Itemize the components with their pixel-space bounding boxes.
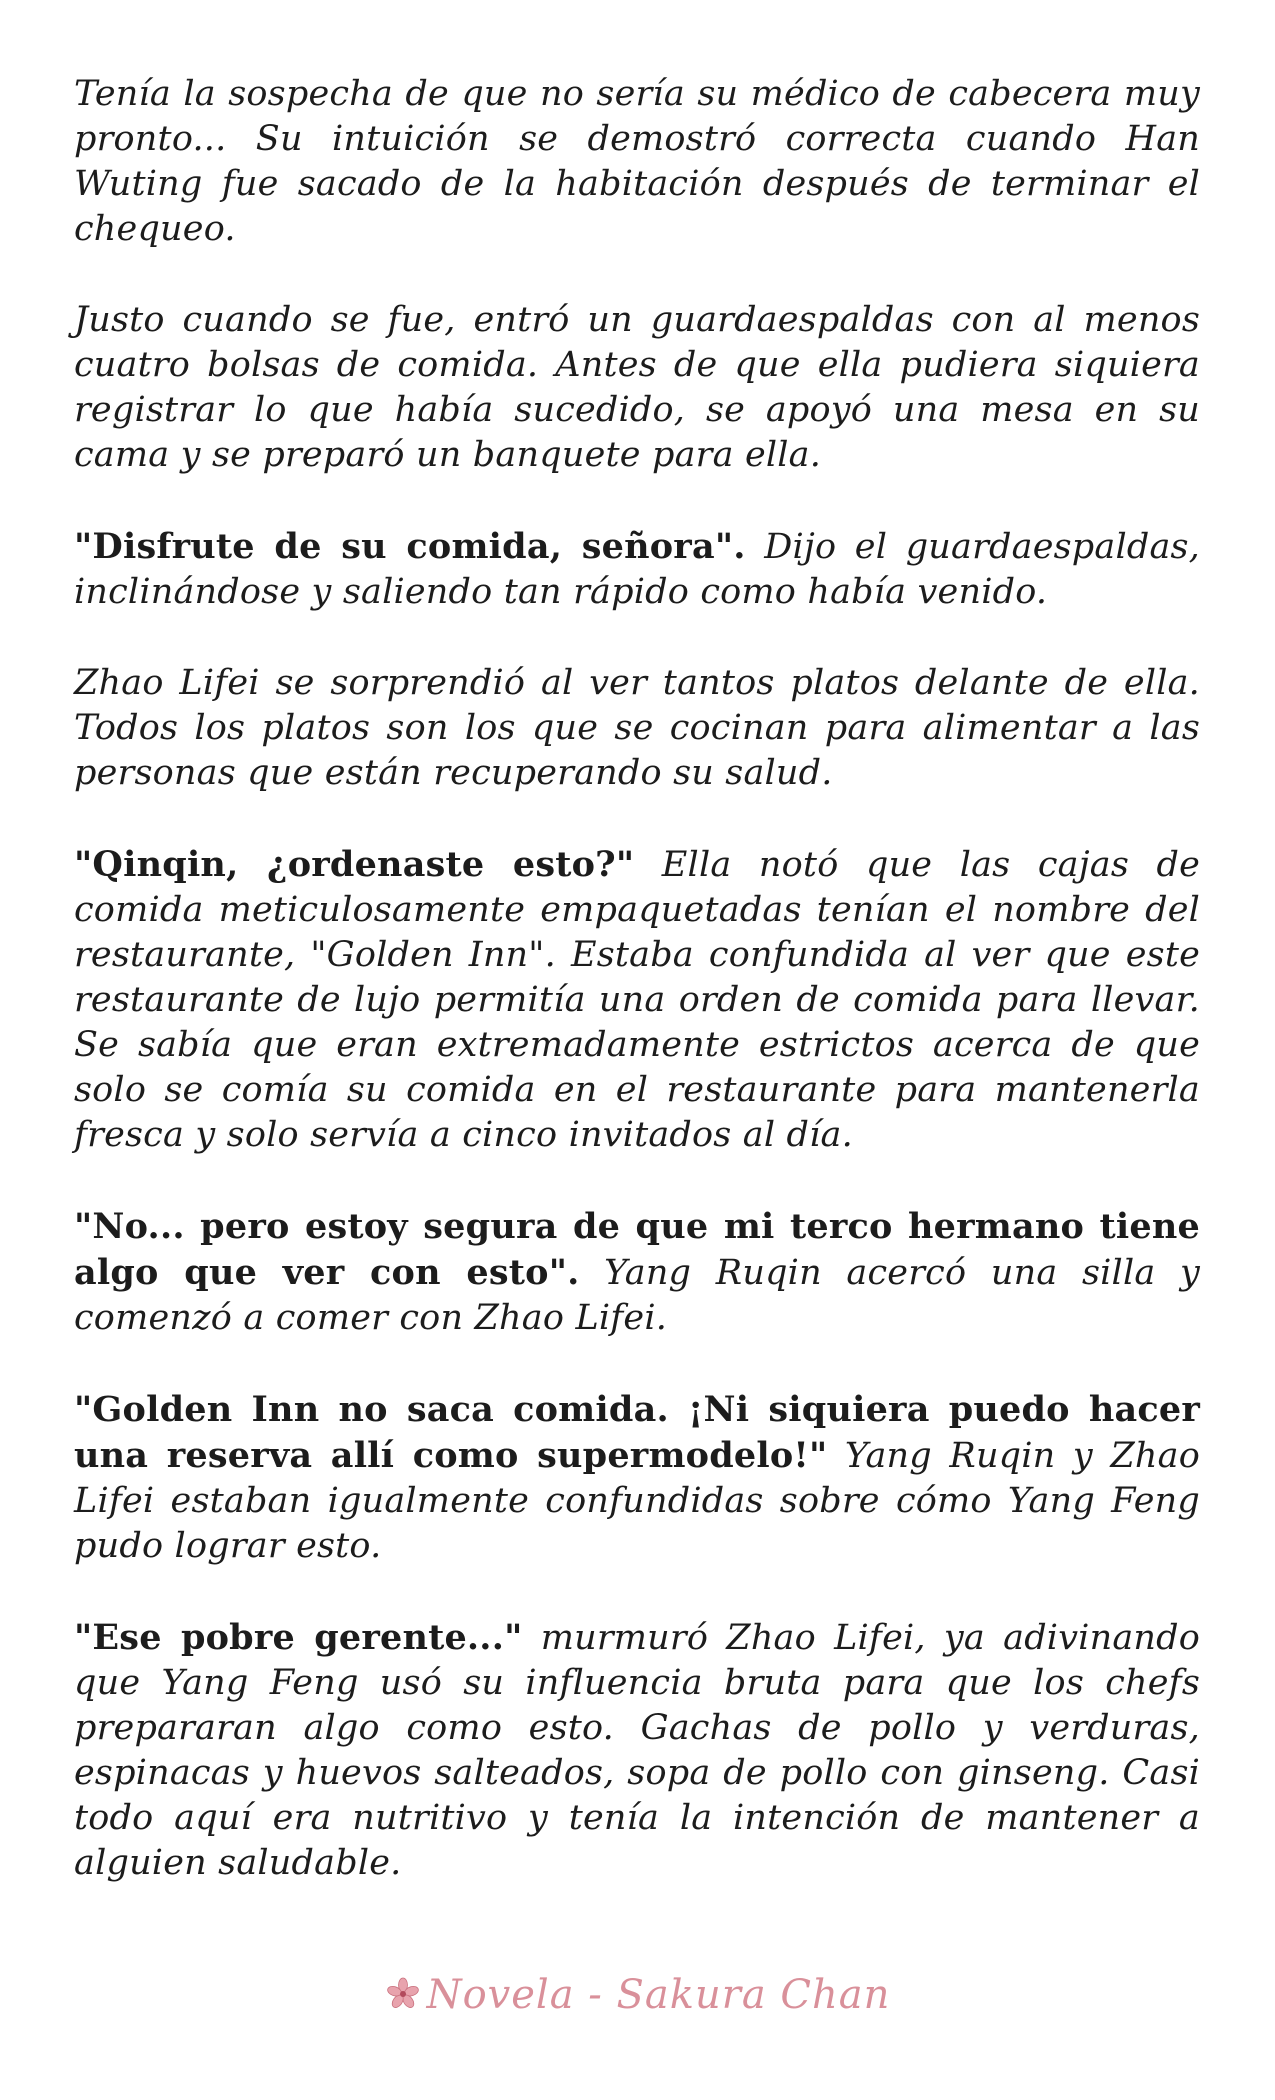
dialogue-5: "Qinqin, ¿ordenaste esto?" [74,844,635,885]
paragraph-2 [74,298,1200,478]
narration-8: murmuró Zhao Lifei, ya adivinando que Yang Feng usó su influencia bruta para que los chefs prepararan algo como esto. Gachas de pollo y verduras, espinacas y huevos salteados, sopa de pollo con ginseng. Casi todo aquí era nutritivo y tenía la intención de mantener a alguien saludable. [74,1618,1200,1883]
paragraph-6 [74,1204,1200,1341]
narration-7: Yang Ruqin y Zhao Lifei estaban igualmente confundidas sobre cómo Yang Feng pudo lograr esto. [74,1436,1200,1566]
paragraph-8 [74,1615,1200,1886]
dialogue-3: "Disfrute de su comida, señora". [74,526,746,567]
paragraph-5 [74,842,1200,1158]
watermark [0,1972,1275,2018]
watermark-text: Novela - Sakura Chan [426,1972,891,2018]
paragraph-7 [74,1387,1200,1569]
paragraph-3 [74,524,1200,615]
narration-3: Dijo el guardaespaldas, inclinándose y saliendo tan rápido como había venido. [74,527,1201,612]
narration-2: Justo cuando se fue, entró un guardaespaldas con al menos cuatro bolsas de comida. Antes de que ella pudiera siquiera registrar lo que había sucedido, se apoyó una mesa en su cama y se preparó un banquete para ella. [74,300,1200,475]
dialogue-8: "Ese pobre gerente..." [74,1617,523,1658]
narration-4: Zhao Lifei se sorprendió al ver tantos platos delante de ella. Todos los platos son los que se cocinan para alimentar a las personas que están recuperando su salud. [74,663,1200,793]
paragraph-4 [74,661,1200,796]
chapter-text [74,72,1200,1932]
narration-6: Yang Ruqin acercó una silla y comenzó a comer con Zhao Lifei. [74,1253,1200,1338]
sakura-blossom-icon [385,1976,421,2012]
dialogue-6: "No... pero estoy segura de que mi terco hermano tiene algo que ver con esto". [74,1206,1200,1293]
narration-1: Tenía la sospecha de que no sería su médico de cabecera muy pronto... Su intuición se demostró correcta cuando Han Wuting fue sacado de la habitación después de terminar el chequeo. [74,74,1200,249]
narration-5: Ella notó que las cajas de comida meticulosamente empaquetadas tenían el nombre del restaurante, "Golden Inn". Estaba confundida al ver que este restaurante de lujo permitía una orden de comida para llevar. Se sabía que eran extremadamente estrictos acerca de que solo se comía su comida en el restaurante para mantenerla fresca y solo servía a cinco invitados al día. [74,845,1200,1155]
dialogue-7: "Golden Inn no saca comida. ¡Ni siquiera puedo hacer una reserva allí como supermodelo!" [74,1389,1200,1476]
paragraph-1 [74,72,1200,252]
